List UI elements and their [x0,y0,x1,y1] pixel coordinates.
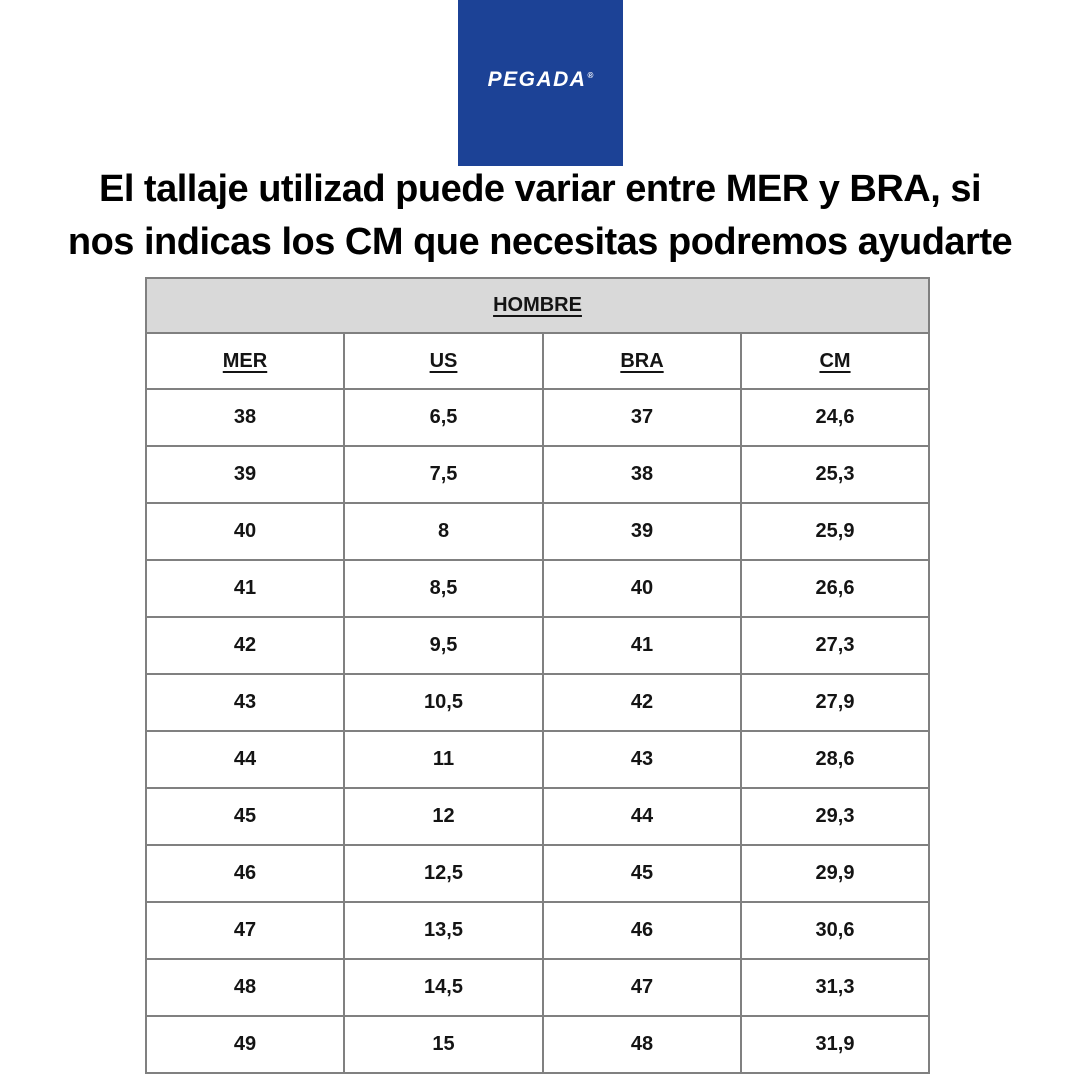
table-title-row [146,278,929,333]
column-header-us [344,333,543,389]
table-row [146,1016,929,1073]
size-cell: 12 [344,788,543,845]
size-cell: 44 [543,788,741,845]
size-cell: 13,5 [344,902,543,959]
heading-line-1: El tallaje utilizad puede variar entre MER y BRA, si [98,168,982,210]
size-cell: 41 [146,560,344,617]
table-row [146,674,929,731]
size-cell: 6,5 [344,389,543,446]
size-cell: 47 [146,902,344,959]
size-cell: 47 [543,959,741,1016]
table-row [146,617,929,674]
table-row [146,959,929,1016]
table-title-hombre [146,278,929,333]
size-cell: 29,3 [741,788,929,845]
size-cell: 44 [146,731,344,788]
column-header-label: CM [819,349,851,372]
size-disclaimer-heading [0,163,1080,269]
table-row [146,560,929,617]
size-cell: 39 [543,503,741,560]
size-cell: 42 [543,674,741,731]
size-cell: 31,9 [741,1016,929,1073]
size-cell: 29,9 [741,845,929,902]
size-cell: 15 [344,1016,543,1073]
registered-trademark-symbol: ® [587,71,594,80]
size-cell: 26,6 [741,560,929,617]
size-cell: 40 [543,560,741,617]
size-cell: 45 [543,845,741,902]
column-header-bra [543,333,741,389]
size-cell: 30,6 [741,902,929,959]
column-header-mer [146,333,344,389]
size-cell: 37 [543,389,741,446]
column-header-label: MER [222,349,268,372]
pegada-wordmark: PEGADA [487,68,587,91]
size-cell: 38 [543,446,741,503]
table-title-label: HOMBRE [493,294,582,316]
column-header-label: BRA [620,349,664,372]
size-cell: 10,5 [344,674,543,731]
size-cell: 49 [146,1016,344,1073]
size-cell: 28,6 [741,731,929,788]
pegada-logo [458,0,623,166]
table-row [146,389,929,446]
size-cell: 41 [543,617,741,674]
table-row [146,788,929,845]
size-cell: 12,5 [344,845,543,902]
size-cell: 42 [146,617,344,674]
size-cell: 27,9 [741,674,929,731]
size-cell: 40 [146,503,344,560]
size-cell: 43 [146,674,344,731]
heading-line-2: nos indicas los CM que necesitas podremos ayudarte [67,221,1013,263]
size-cell: 14,5 [344,959,543,1016]
size-cell: 8 [344,503,543,560]
size-cell: 48 [146,959,344,1016]
size-cell: 25,3 [741,446,929,503]
size-chart-table [145,277,930,1074]
table-row [146,503,929,560]
size-cell: 46 [146,845,344,902]
column-header-row [146,333,929,389]
table-body [146,389,929,1073]
column-header-cm [741,333,929,389]
size-cell: 31,3 [741,959,929,1016]
size-cell: 11 [344,731,543,788]
size-cell: 48 [543,1016,741,1073]
size-cell: 27,3 [741,617,929,674]
size-cell: 24,6 [741,389,929,446]
table-row [146,446,929,503]
table-row [146,845,929,902]
column-header-label: US [429,349,458,372]
size-cell: 25,9 [741,503,929,560]
table-row [146,902,929,959]
size-cell: 7,5 [344,446,543,503]
pegada-logo-text [488,68,594,92]
size-cell: 39 [146,446,344,503]
table-row [146,731,929,788]
size-cell: 8,5 [344,560,543,617]
size-cell: 38 [146,389,344,446]
size-cell: 43 [543,731,741,788]
size-cell: 9,5 [344,617,543,674]
size-cell: 46 [543,902,741,959]
size-cell: 45 [146,788,344,845]
